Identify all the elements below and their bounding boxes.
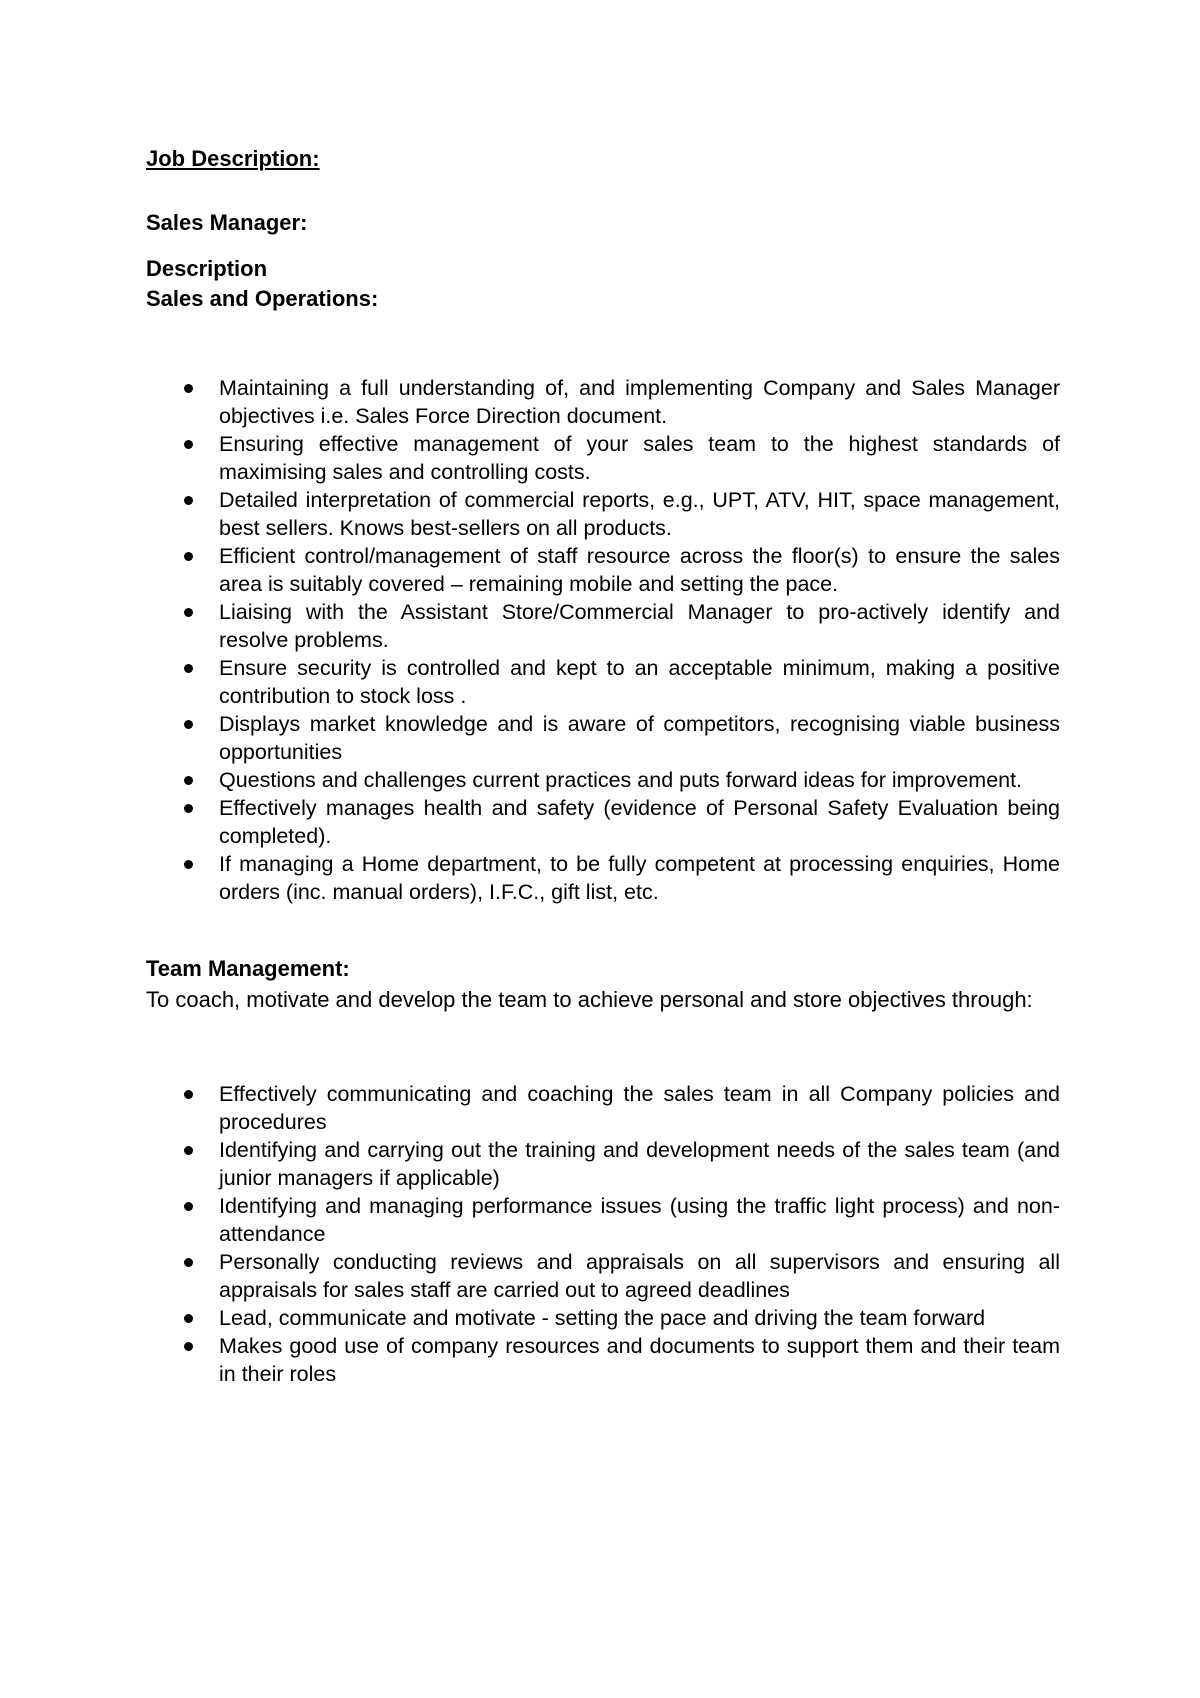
bullet-icon <box>184 552 193 561</box>
bullet-icon <box>184 440 193 449</box>
list-item-text: Effectively communicating and coaching the sales team in all Company policies and procedures <box>219 1082 1060 1134</box>
list-item <box>146 1080 1060 1136</box>
list-item <box>146 1332 1060 1388</box>
list-item <box>146 1248 1060 1304</box>
description-heading: Description <box>146 256 268 281</box>
bullet-icon <box>184 1258 193 1267</box>
bullet-icon <box>184 1202 193 1211</box>
list-item-text: Detailed interpretation of commercial reports, e.g., UPT, ATV, HIT, space management, best sellers. Knows best-sellers on all products. <box>219 488 1060 540</box>
bullet-icon <box>184 608 193 617</box>
bullet-icon <box>184 496 193 505</box>
list-item <box>146 766 1060 794</box>
list-item-text: Lead, communicate and motivate - setting the pace and driving the team forward <box>219 1306 986 1330</box>
team-management-intro: To coach, motivate and develop the team to achieve personal and store objectives through: <box>146 987 1033 1012</box>
bullet-icon <box>184 1314 193 1323</box>
list-item <box>146 794 1060 850</box>
list-item-text: Identifying and carrying out the training and development needs of the sales team (and junior managers if applicable) <box>219 1138 1060 1190</box>
list-item-text: Maintaining a full understanding of, and implementing Company and Sales Manager objectives i.e. Sales Force Direction document. <box>219 376 1060 428</box>
job-title-heading: Sales Manager: <box>146 210 308 235</box>
bullet-icon <box>184 804 193 813</box>
bullet-icon <box>184 384 193 393</box>
list-item <box>146 654 1060 710</box>
list-item <box>146 710 1060 766</box>
sales-operations-heading: Sales and Operations: <box>146 286 379 311</box>
bullet-icon <box>184 1090 193 1099</box>
list-item <box>146 374 1060 430</box>
list-item <box>146 430 1060 486</box>
sales-operations-list <box>146 374 1060 906</box>
list-item-text: Liaising with the Assistant Store/Commercial Manager to pro-actively identify and resolve problems. <box>219 600 1060 652</box>
list-item <box>146 598 1060 654</box>
bullet-icon <box>184 664 193 673</box>
bullet-icon <box>184 776 193 785</box>
list-item <box>146 1304 1060 1332</box>
list-item-text: Displays market knowledge and is aware of competitors, recognising viable business opportunities <box>219 712 1060 764</box>
list-item-text: Ensure security is controlled and kept to an acceptable minimum, making a positive contribution to stock loss . <box>219 656 1060 708</box>
list-item-text: Questions and challenges current practices and puts forward ideas for improvement. <box>219 768 1023 792</box>
list-item <box>146 1136 1060 1192</box>
list-item-text: If managing a Home department, to be fully competent at processing enquiries, Home orders (inc. manual orders), I.F.C., gift list, etc. <box>219 852 1060 904</box>
list-item-text: Effectively manages health and safety (evidence of Personal Safety Evaluation being completed). <box>219 796 1060 848</box>
list-item <box>146 850 1060 906</box>
bullet-icon <box>184 1342 193 1351</box>
job-description-heading: Job Description: <box>146 146 320 171</box>
list-item-text: Makes good use of company resources and documents to support them and their team in their roles <box>219 1334 1060 1386</box>
team-management-heading: Team Management: <box>146 956 350 981</box>
list-item-text: Identifying and managing performance issues (using the traffic light process) and non-attendance <box>219 1194 1060 1246</box>
document-body <box>146 144 1060 1388</box>
list-item-text: Personally conducting reviews and appraisals on all supervisors and ensuring all appraisals for sales staff are carried out to agreed deadlines <box>219 1250 1060 1302</box>
list-item <box>146 486 1060 542</box>
list-item <box>146 542 1060 598</box>
list-item-text: Efficient control/management of staff resource across the floor(s) to ensure the sales area is suitably covered – remaining mobile and setting the pace. <box>219 544 1060 596</box>
list-item-text: Ensuring effective management of your sales team to the highest standards of maximising sales and controlling costs. <box>219 432 1060 484</box>
bullet-icon <box>184 1146 193 1155</box>
bullet-icon <box>184 720 193 729</box>
list-item <box>146 1192 1060 1248</box>
team-management-list <box>146 1080 1060 1388</box>
bullet-icon <box>184 860 193 869</box>
